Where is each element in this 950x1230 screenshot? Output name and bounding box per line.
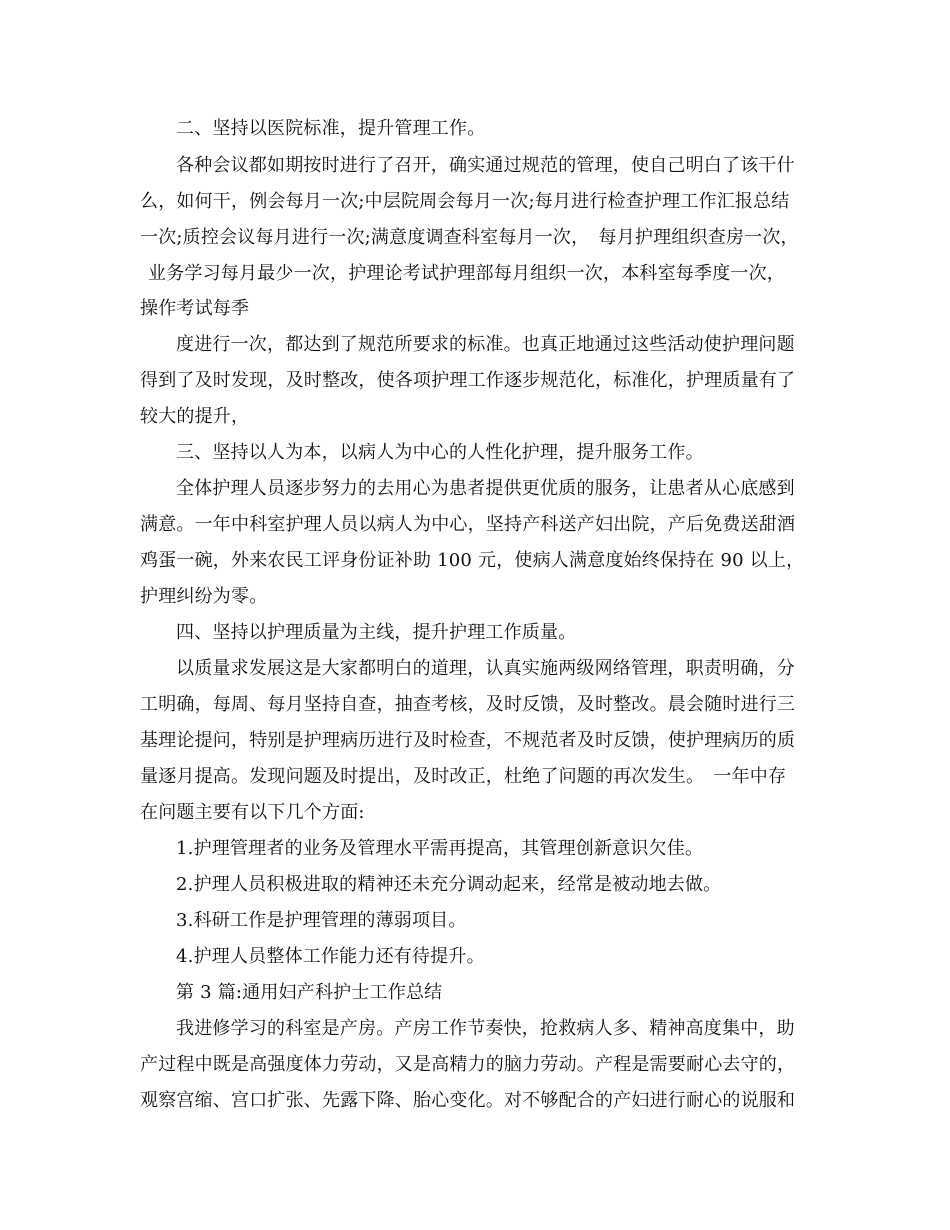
paragraph-line: 量逐月提高。发现问题及时提出，及时改正，杜绝了问题的再次发生。 一年中存 xyxy=(140,766,787,787)
paragraph-line: 在问题主要有以下几个方面: xyxy=(140,802,365,823)
paragraph-line: 度进行一次，都达到了规范所要求的标准。也真正地通过这些活动使护理问题 xyxy=(176,334,795,355)
list-item: 1.护理管理者的业务及管理水平需再提高，其管理创新意识欠佳。 xyxy=(176,838,704,859)
paragraph-line: 观察宫缩、宫口扩张、先露下降、胎心变化。对不够配合的产妇进行耐心的说服和 xyxy=(140,1090,796,1111)
paragraph-line: 产过程中既是高强度体力劳动，又是高精力的脑力劳动。产程是需要耐心去守的， xyxy=(140,1054,796,1075)
paragraph-line: 业务学习每月最少一次，护理论考试护理部每月组织一次，本科室每季度一次， xyxy=(148,263,785,284)
heading-section-4: 四、坚持以护理质量为主线，提升护理工作质量。 xyxy=(176,622,577,643)
paragraph-line: 操作考试每季 xyxy=(140,298,250,319)
list-item: 3.科研工作是护理管理的薄弱项目。 xyxy=(176,910,467,931)
paragraph-line: 满意。一年中科室护理人员以病人为中心，坚持产科送产妇出院，产后免费送甜酒 xyxy=(140,514,796,535)
paragraph-line: 我进修学习的科室是产房。产房工作节奏快，抢救病人多、精神高度集中，助 xyxy=(176,1018,795,1039)
paragraph-line: 基理论提问，特别是护理病历进行及时检查，不规范者及时反馈，使护理病历的质 xyxy=(140,730,796,751)
heading-section-3: 三、坚持以人为本，以病人为中心的人性化护理，提升服务工作。 xyxy=(176,442,704,463)
paragraph-line: 得到了及时发现，及时整改，使各项护理工作逐步规范化，标准化，护理质量有了 xyxy=(140,370,796,391)
paragraph-line: 么，如何干，例会每月一次;中层院周会每月一次;每月进行检查护理工作汇报总结 xyxy=(140,191,790,212)
paragraph-line: 以质量求发展这是大家都明白的道理，认真实施两级网络管理，职责明确，分 xyxy=(176,658,795,679)
article-title: 第 3 篇:通用妇产科护士工作总结 xyxy=(176,982,443,1003)
list-item: 2.护理人员积极进取的精神还未充分调动起来，经常是被动地去做。 xyxy=(176,874,722,895)
paragraph-line: 工明确，每周、每月坚持自查，抽查考核，及时反馈，及时整改。晨会随时进行三 xyxy=(140,694,796,715)
paragraph-line: 鸡蛋一碗，外来农民工评身份证补助 100 元，使病人满意度始终保持在 90 以上， xyxy=(140,550,805,571)
paragraph-line: 各种会议都如期按时进行了召开，确实通过规范的管理，使自己明白了该干什 xyxy=(176,155,795,176)
paragraph-line: 较大的提升， xyxy=(140,406,250,427)
paragraph-line: 全体护理人员逐步努力的去用心为患者提供更优质的服务，让患者从心底感到 xyxy=(176,478,795,499)
paragraph-line: 一次;质控会议每月进行一次;满意度调查科室每月一次， 每月护理组织查房一次， xyxy=(140,227,799,248)
list-item: 4.护理人员整体工作能力还有待提升。 xyxy=(176,946,485,967)
heading-section-2: 二、坚持以医院标准，提升管理工作。 xyxy=(176,118,486,139)
paragraph-line: 护理纠纷为零。 xyxy=(140,586,268,607)
